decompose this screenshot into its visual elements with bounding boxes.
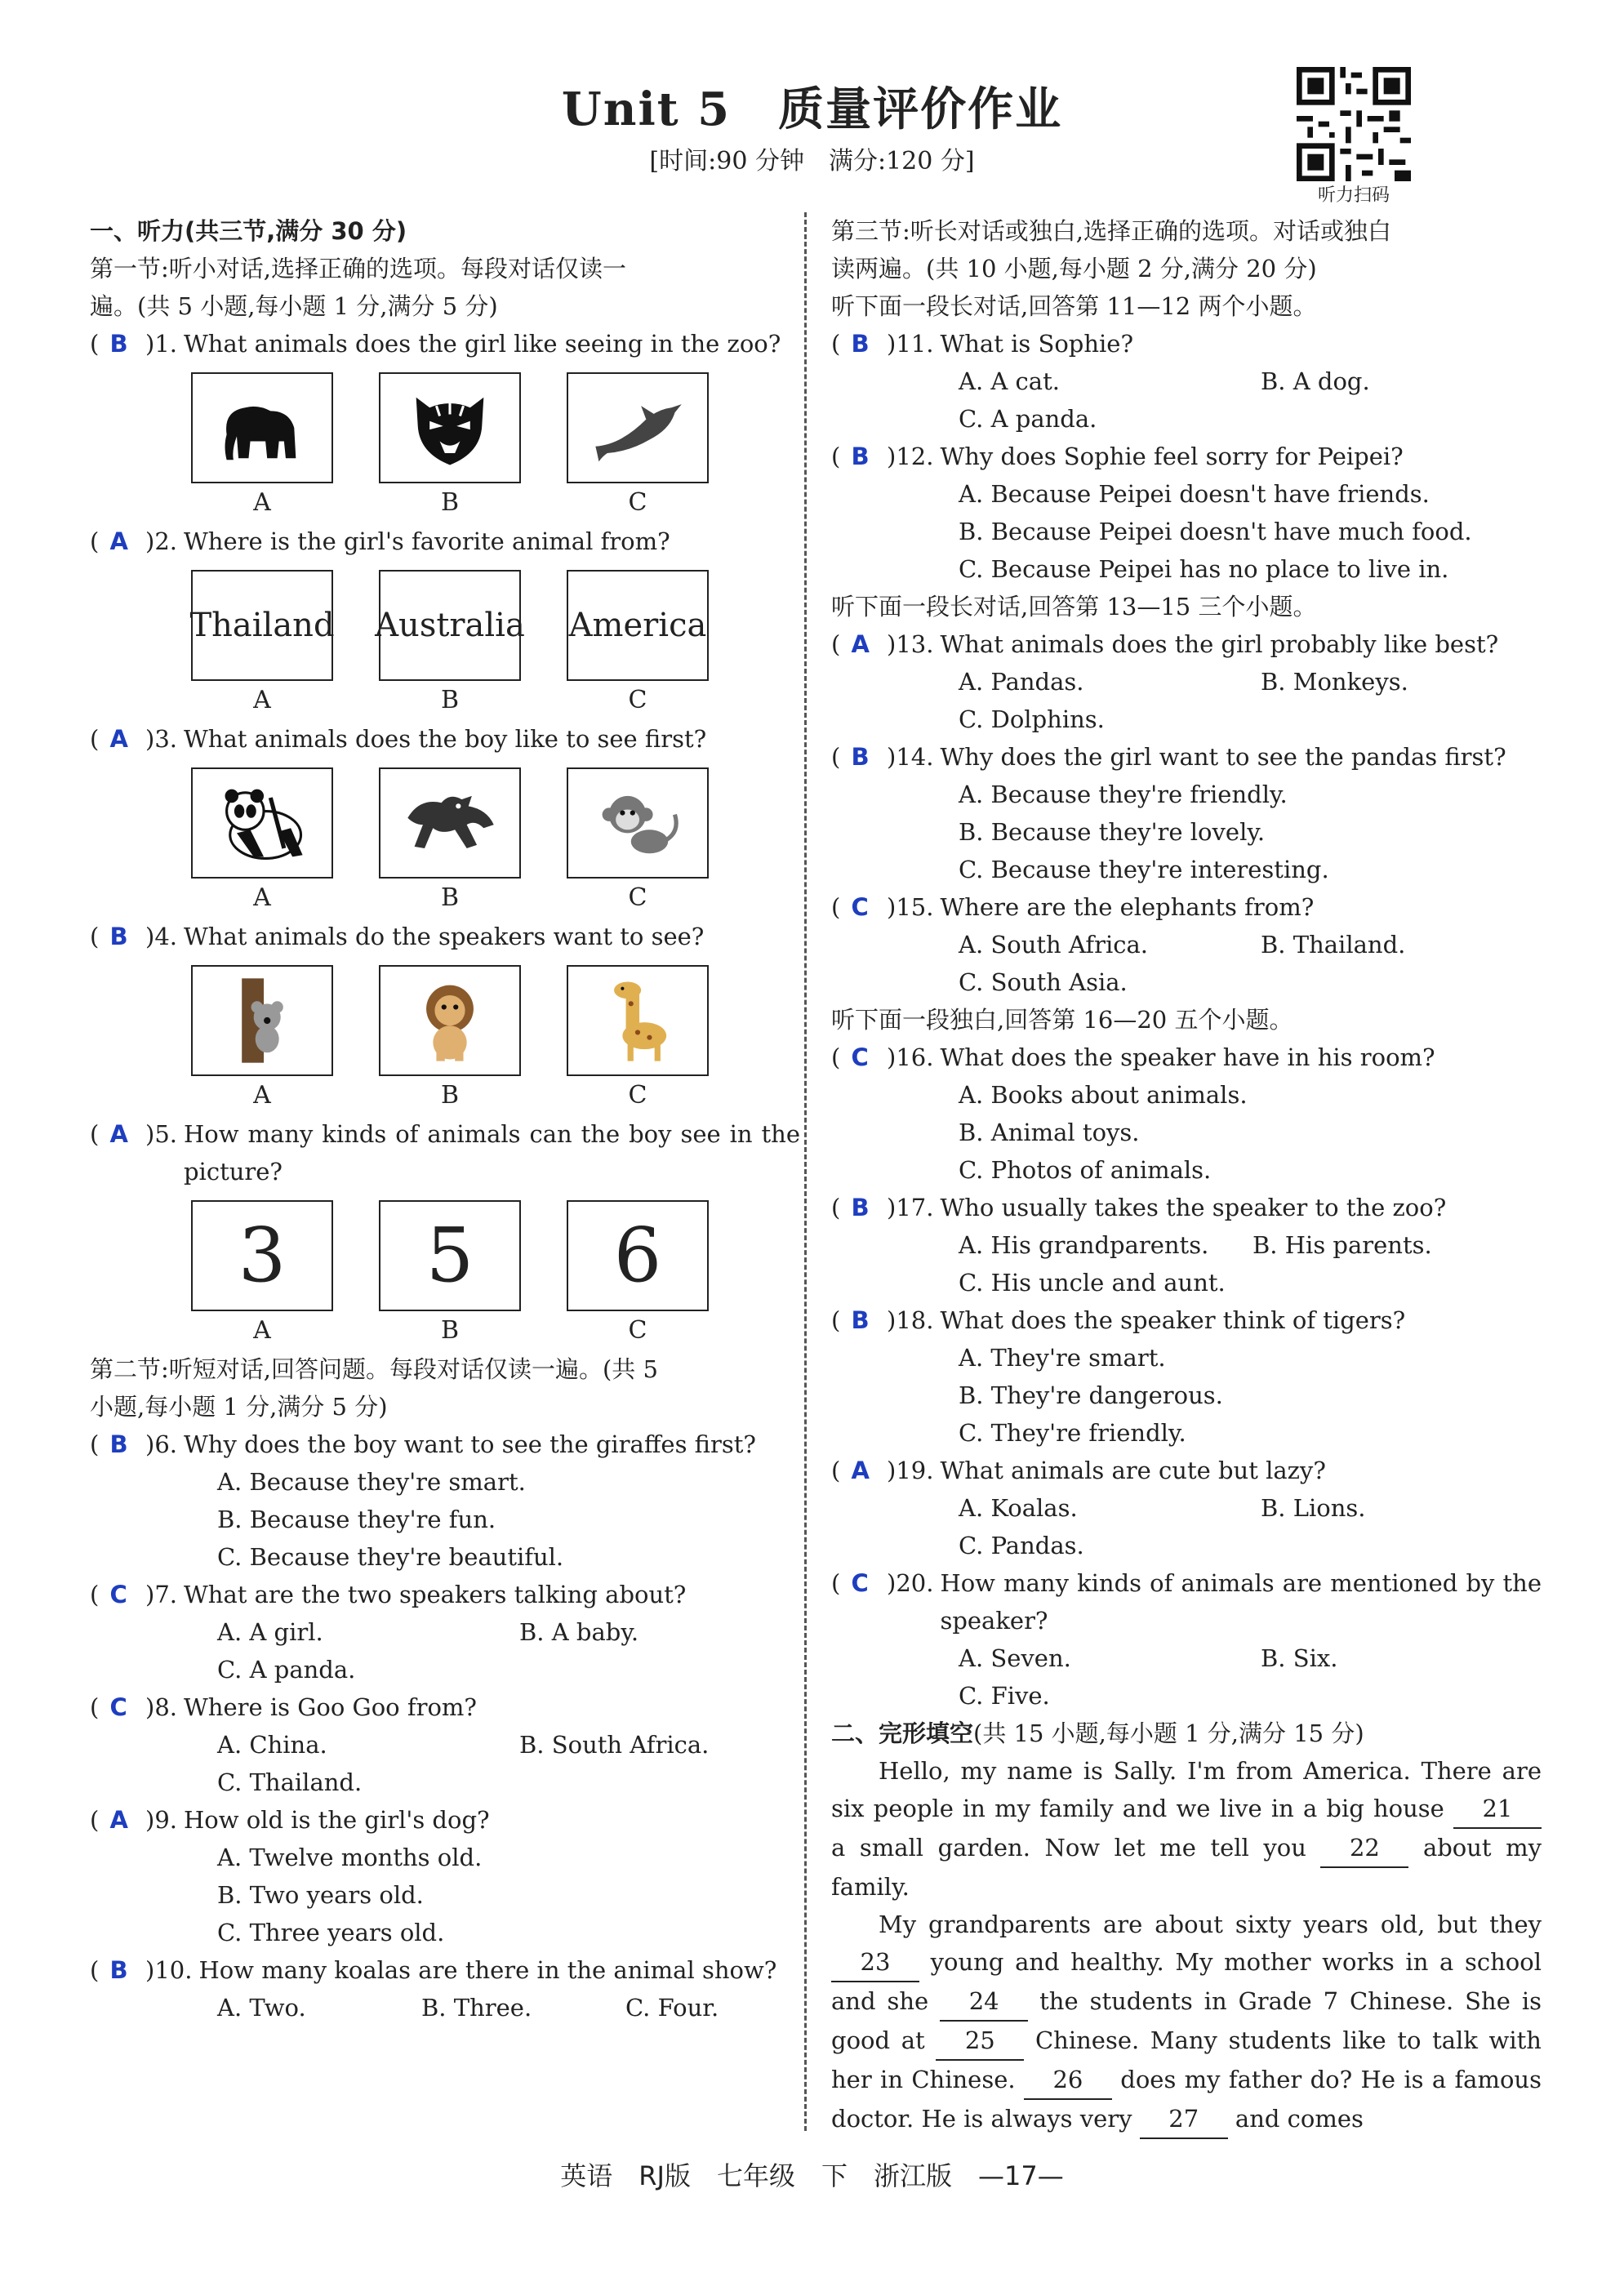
cloze-paragraph-1: Hello, my name is Sally. I'm from America. There are six people in my family and we live in a big house 21 a small garden. Now let me tell you 22 about my family.: [831, 1757, 1542, 1901]
option-picture[interactable]: C: [567, 372, 709, 523]
page-title: Unit 5 质量评价作业: [561, 82, 1063, 136]
option-b[interactable]: B. They're dangerous.: [959, 1381, 1223, 1409]
options-ab[interactable]: A. Pandas. B. Monkeys.: [959, 668, 1408, 696]
option-picture[interactable]: C: [567, 965, 709, 1115]
question-11: ( B )11. What is Sophie?: [831, 330, 1134, 358]
option-c[interactable]: C. Pandas.: [959, 1532, 1084, 1559]
option-a[interactable]: A. Because Peipei doesn't have friends.: [959, 480, 1430, 508]
tiger-icon: [399, 385, 501, 470]
option-c[interactable]: C. Dolphins.: [959, 705, 1105, 733]
giraffe-icon: [587, 978, 688, 1063]
option-b[interactable]: B. Animal toys.: [959, 1119, 1140, 1146]
answer-1[interactable]: B: [109, 330, 128, 358]
dialogue-intro: 听下面一段长对话,回答第 11—12 两个小题。: [831, 292, 1317, 320]
q3-pictures: [191, 767, 800, 918]
option-c[interactable]: C. A panda.: [217, 1656, 356, 1684]
options-ab[interactable]: A. His grandparents. B. His parents.: [959, 1231, 1432, 1259]
question-3: ( A )3. What animals does the boy like to see first?: [90, 725, 707, 753]
lion-cartoon-icon: [399, 978, 501, 1063]
option-picture[interactable]: A: [191, 965, 333, 1115]
left-column: [90, 212, 800, 2026]
column-divider: [804, 212, 807, 2131]
question-12: ( B )12. Why does Sophie feel sorry for Peipei?: [831, 443, 1404, 470]
option-picture[interactable]: B: [379, 372, 521, 523]
option-c[interactable]: C. Because Peipei has no place to live in.: [959, 555, 1449, 583]
question-5: ( A )5. How many kinds of animals can the boy see in the picture?: [90, 1120, 800, 1185]
option-number[interactable]: 5 B: [379, 1200, 521, 1350]
blank-22[interactable]: 22: [1320, 1829, 1408, 1868]
option-a[interactable]: A. Because they're smart.: [217, 1468, 526, 1496]
question-13: ( A )13. What animals does the girl probably like best?: [831, 630, 1499, 658]
option-c[interactable]: C. Because they're interesting.: [959, 856, 1329, 883]
monkey-icon: [587, 781, 688, 865]
q4-pictures: [191, 965, 800, 1115]
answer-3[interactable]: A: [109, 725, 128, 753]
option-number[interactable]: 6 C: [567, 1200, 709, 1350]
answer-5[interactable]: A: [109, 1120, 128, 1148]
option-c[interactable]: C. Photos of animals.: [959, 1156, 1212, 1184]
option-picture[interactable]: A: [191, 767, 333, 918]
option-picture[interactable]: A: [191, 372, 333, 523]
option-number[interactable]: 3 A: [191, 1200, 333, 1350]
question-6: ( B )6. Why does the boy want to see the giraffes first?: [90, 1430, 756, 1458]
part1-instructions: 第一节:听小对话,选择正确的选项。每段对话仅读一: [90, 255, 626, 282]
question-2: ( A )2. Where is the girl's favorite animal from?: [90, 527, 670, 555]
cloze-section-title: 二、完形填空(共 15 小题,每小题 1 分,满分 15 分): [831, 1719, 1364, 1747]
koala-icon: [211, 978, 313, 1063]
option-c[interactable]: C. They're friendly.: [959, 1419, 1186, 1447]
blank-24[interactable]: 24: [940, 1982, 1028, 2022]
answer-4[interactable]: B: [109, 923, 128, 950]
lion-icon: [399, 781, 501, 865]
option-word[interactable]: Thailand A: [191, 570, 333, 720]
option-picture[interactable]: B: [379, 767, 521, 918]
option-b[interactable]: B. Because they're lovely.: [959, 818, 1266, 846]
q1-pictures: [191, 372, 800, 523]
options-ab[interactable]: A. South Africa. B. Thailand.: [959, 931, 1406, 959]
dialogue-intro: 听下面一段长对话,回答第 13—15 三个小题。: [831, 593, 1317, 621]
q5-pictures: [191, 1200, 800, 1350]
elephant-icon: [211, 385, 313, 470]
part3-instructions: 第三节:听长对话或独白,选择正确的选项。对话或独白: [831, 217, 1391, 245]
dolphin-icon: [587, 385, 688, 470]
options-abc[interactable]: A. Two. B. Three. C. Four.: [217, 1994, 719, 2022]
question-20: ( C )20. How many kinds of animals are mentioned by the speaker?: [831, 1569, 1542, 1635]
option-a[interactable]: A. Books about animals.: [959, 1081, 1248, 1109]
option-c[interactable]: C. Thailand.: [217, 1768, 363, 1796]
question-14: ( B )14. Why does the girl want to see the pandas first?: [831, 743, 1506, 771]
option-b[interactable]: B. Two years old.: [217, 1881, 424, 1909]
qr-code-icon[interactable]: [1297, 67, 1411, 181]
time-score-info: [时间:90 分钟 满分:120 分]: [649, 147, 975, 176]
option-c[interactable]: C. South Asia.: [959, 968, 1128, 996]
answer-2[interactable]: A: [109, 527, 128, 555]
options-ab[interactable]: A. China. B. South Africa.: [217, 1731, 710, 1759]
option-b[interactable]: B. Because Peipei doesn't have much food.: [959, 518, 1472, 545]
listening-section-title: 一、听力(共三节,满分 30 分): [90, 217, 407, 245]
part2-instructions: 第二节:听短对话,回答问题。每段对话仅读一遍。(共 5: [90, 1355, 658, 1383]
option-c[interactable]: C. Three years old.: [217, 1919, 445, 1946]
option-word[interactable]: America C: [567, 570, 709, 720]
options-ab[interactable]: A. A cat. B. A dog.: [959, 367, 1370, 395]
option-picture[interactable]: B: [379, 965, 521, 1115]
right-column: [831, 212, 1542, 2139]
q2-pictures: [191, 570, 800, 720]
option-c[interactable]: C. His uncle and aunt.: [959, 1269, 1226, 1297]
qr-caption: 听力扫码: [1317, 185, 1390, 206]
part2-instructions-2: 小题,每小题 1 分,满分 5 分): [90, 1393, 388, 1421]
blank-21[interactable]: 21: [1453, 1790, 1542, 1829]
part1-instructions-2: 遍。(共 5 小题,每小题 1 分,满分 5 分): [90, 292, 498, 320]
blank-27[interactable]: 27: [1140, 2100, 1228, 2139]
cloze-paragraph-2: My grandparents are about sixty years old, but they 23 young and healthy. My mother works in a school and she 24 the students in Grade 7 Chinese. She is good at 25 Chinese. Many students like to talk with her in Chinese. 26 does my father do? He is a famous doctor. He is always very 27 and comes: [831, 1906, 1542, 2139]
question-16: ( C )16. What does the speaker have in his room?: [831, 1043, 1435, 1071]
blank-25[interactable]: 25: [936, 2022, 1024, 2061]
question-10: ( B )10. How many koalas are there in the animal show?: [90, 1956, 777, 1984]
options-ab[interactable]: A. A girl. B. A baby.: [217, 1618, 639, 1646]
option-c[interactable]: C. Five.: [959, 1682, 1050, 1710]
question-8: ( C )8. Where is Goo Goo from?: [90, 1693, 477, 1721]
question-9: ( A )9. How old is the girl's dog?: [90, 1806, 490, 1834]
page-footer: 英语 RJ版 七年级 下 浙江版 —17—: [560, 2160, 1064, 2191]
option-c[interactable]: C. Because they're beautiful.: [217, 1543, 564, 1571]
question-19: ( A )19. What animals are cute but lazy?: [831, 1457, 1326, 1484]
option-a[interactable]: A. They're smart.: [959, 1344, 1166, 1372]
panda-icon: [211, 781, 313, 865]
question-7: ( C )7. What are the two speakers talking about?: [90, 1581, 687, 1608]
options-ab[interactable]: A. Seven. B. Six.: [959, 1644, 1338, 1672]
question-17: ( B )17. Who usually takes the speaker to the zoo?: [831, 1194, 1447, 1221]
blank-23[interactable]: 23: [831, 1943, 919, 1982]
option-a[interactable]: A. Twelve months old.: [217, 1844, 483, 1871]
option-picture[interactable]: C: [567, 767, 709, 918]
options-ab[interactable]: A. Koalas. B. Lions.: [959, 1494, 1366, 1522]
part3-instructions-2: 读两遍。(共 10 小题,每小题 2 分,满分 20 分): [831, 255, 1317, 282]
option-word[interactable]: Australia B: [379, 570, 521, 720]
option-b[interactable]: B. Because they're fun.: [217, 1506, 496, 1533]
monologue-intro: 听下面一段独白,回答第 16—20 五个小题。: [831, 1006, 1293, 1034]
question-15: ( C )15. Where are the elephants from?: [831, 893, 1315, 921]
option-c[interactable]: C. A panda.: [959, 405, 1097, 433]
question-18: ( B )18. What does the speaker think of tigers?: [831, 1306, 1406, 1334]
blank-26[interactable]: 26: [1024, 2061, 1112, 2100]
question-4: ( B )4. What animals do the speakers want to see?: [90, 923, 705, 950]
question-1: ( B )1. What animals does the girl like seeing in the zoo?: [90, 330, 781, 358]
option-a[interactable]: A. Because they're friendly.: [959, 781, 1288, 808]
